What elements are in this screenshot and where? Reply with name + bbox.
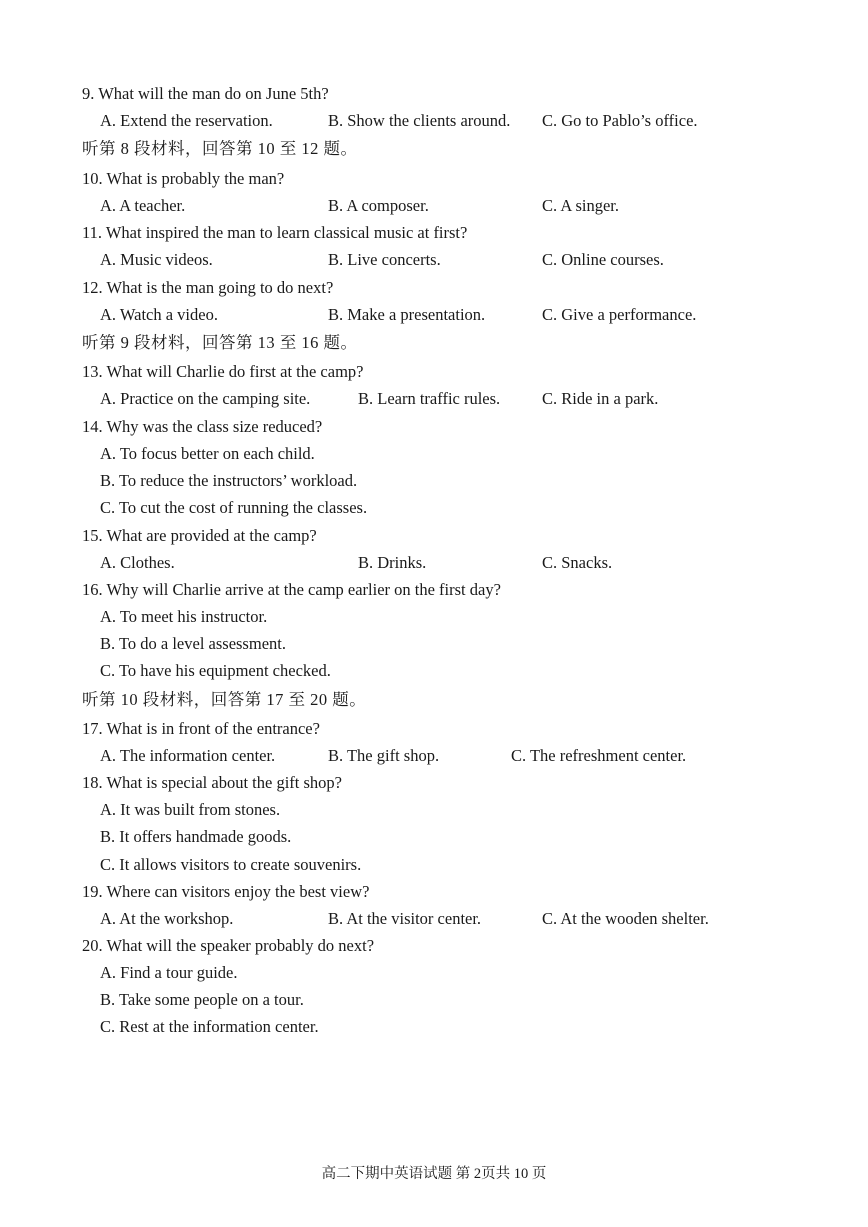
answer-option: A. It was built from stones. xyxy=(100,800,281,819)
question-text: 18. What is special about the gift shop? xyxy=(82,773,342,792)
answer-option: A. The information center. xyxy=(100,746,276,765)
answer-option: C. Ride in a park. xyxy=(542,389,659,408)
answer-option: C. To cut the cost of running the classes. xyxy=(100,498,368,517)
answer-option: C. Give a performance. xyxy=(542,305,697,324)
answer-option: B. Learn traffic rules. xyxy=(358,389,501,408)
answer-option: A. Practice on the camping site. xyxy=(100,389,311,408)
answer-option: B. Show the clients around. xyxy=(328,111,511,130)
answer-option: C. Rest at the information center. xyxy=(100,1017,319,1036)
question-text: 12. What is the man going to do next? xyxy=(82,278,334,297)
answer-option: C. Snacks. xyxy=(542,553,613,572)
answer-option: B. To reduce the instructors’ workload. xyxy=(100,471,358,490)
answer-option: B. Live concerts. xyxy=(328,250,441,269)
answer-option: A. Music videos. xyxy=(100,250,213,269)
answer-option: A. A teacher. xyxy=(100,196,186,215)
answer-option: A. At the workshop. xyxy=(100,909,234,928)
question-text: 11. What inspired the man to learn classical music at first? xyxy=(82,223,468,242)
page-footer: 高二下期中英语试题 第 2页共 10 页 xyxy=(321,1166,547,1182)
answer-option: C. It allows visitors to create souvenirs. xyxy=(100,855,362,874)
answer-option: B. At the visitor center. xyxy=(328,909,482,928)
answer-option: B. Make a presentation. xyxy=(328,305,486,324)
question-text: 16. Why will Charlie arrive at the camp earlier on the first day? xyxy=(82,580,501,599)
answer-option: A. Watch a video. xyxy=(100,305,218,324)
answer-option: B. The gift shop. xyxy=(328,746,440,765)
section-instruction: 听第 9 段材料，回答第 13 至 16 题。 xyxy=(82,333,358,352)
answer-option: A. To focus better on each child. xyxy=(100,444,315,463)
question-text: 10. What is probably the man? xyxy=(82,169,285,188)
section-instruction: 听第 8 段材料，回答第 10 至 12 题。 xyxy=(82,139,358,158)
answer-option: C. At the wooden shelter. xyxy=(542,909,709,928)
question-text: 13. What will Charlie do first at the camp? xyxy=(82,362,364,381)
question-text: 19. Where can visitors enjoy the best view? xyxy=(82,882,370,901)
question-text: 9. What will the man do on June 5th? xyxy=(82,84,329,103)
answer-option: C. A singer. xyxy=(542,196,620,215)
answer-option: C. Go to Pablo’s office. xyxy=(542,111,698,130)
answer-option: C. The refreshment center. xyxy=(511,746,687,765)
section-instruction: 听第 10 段材料，回答第 17 至 20 题。 xyxy=(82,690,367,709)
question-text: 14. Why was the class size reduced? xyxy=(82,417,323,436)
answer-option: A. Extend the reservation. xyxy=(100,111,273,130)
answer-option: B. A composer. xyxy=(328,196,429,215)
answer-option: A. Clothes. xyxy=(100,553,175,572)
answer-option: B. To do a level assessment. xyxy=(100,634,286,653)
question-text: 15. What are provided at the camp? xyxy=(82,526,317,545)
answer-option: B. Take some people on a tour. xyxy=(100,990,304,1009)
question-text: 17. What is in front of the entrance? xyxy=(82,719,320,738)
answer-option: B. It offers handmade goods. xyxy=(100,827,292,846)
answer-option: C. Online courses. xyxy=(542,250,664,269)
question-text: 20. What will the speaker probably do next? xyxy=(82,936,375,955)
answer-option: C. To have his equipment checked. xyxy=(100,661,331,680)
answer-option: A. Find a tour guide. xyxy=(100,963,238,982)
answer-option: A. To meet his instructor. xyxy=(100,607,268,626)
answer-option: B. Drinks. xyxy=(358,553,427,572)
